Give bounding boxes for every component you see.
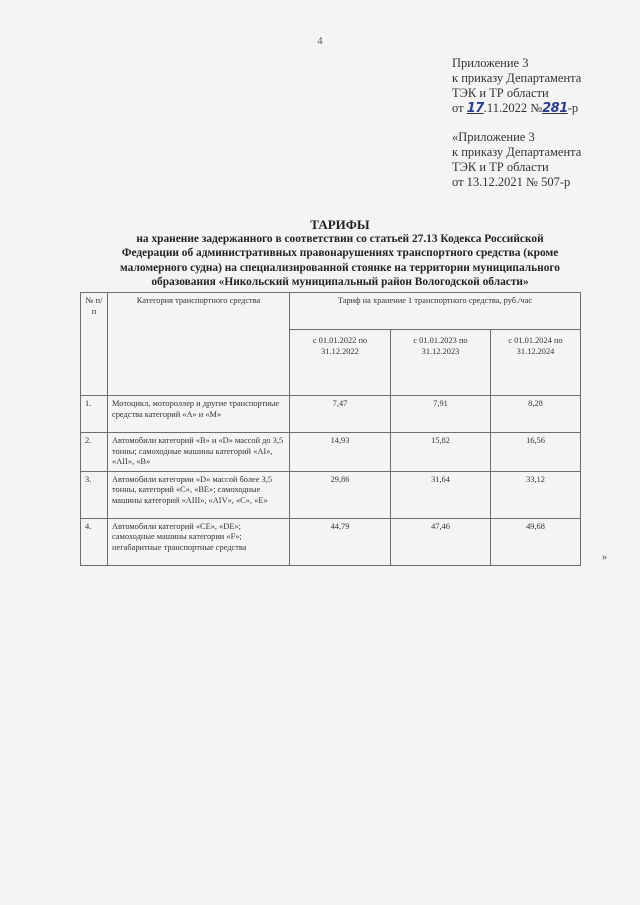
table-row xyxy=(81,471,581,518)
header-period-3: с 01.01.2024 по 31.12.2024 xyxy=(491,330,581,396)
row-tariff-2023: 47,46 xyxy=(391,518,491,565)
appendix-line-3: ТЭК и ТР области xyxy=(452,86,549,100)
closing-quote: » xyxy=(602,552,607,563)
row-tariff-2023: 7,91 xyxy=(391,396,491,433)
header-period-1: с 01.01.2022 по 31.12.2022 xyxy=(290,330,391,396)
header-tariff: Тариф на хранение 1 транспортного средства, руб./час xyxy=(290,293,581,330)
handwritten-order-number: 281 xyxy=(542,101,568,116)
row-tariff-2023: 31,64 xyxy=(391,471,491,518)
date-prefix: от xyxy=(452,101,464,115)
page-number: 4 xyxy=(317,36,323,47)
row-tariff-2022: 44,79 xyxy=(290,518,391,565)
table-row xyxy=(81,518,581,565)
tariff-table xyxy=(80,292,581,566)
table-row xyxy=(81,396,581,433)
table-header-row xyxy=(81,293,581,330)
appendix-header-current xyxy=(452,56,581,116)
table-row xyxy=(81,433,581,472)
row-number: 1. xyxy=(81,396,108,433)
row-tariff-2022: 7,47 xyxy=(290,396,391,433)
appendix-line-2: к приказу Департамента xyxy=(452,71,582,85)
header-category: Категория транспортного средства xyxy=(108,293,290,396)
row-tariff-2024: 49,68 xyxy=(491,518,581,565)
row-category: Автомобили категории «D» массой более 3,5 тонны, категорий «С», «ВЕ»; самоходные машины категорий «АIII», «АIV», «С», «Е» xyxy=(108,471,290,518)
row-category: Автомобили категорий «СЕ», «DE»; самоходные машины категории «F»; негабаритные транспортные средства xyxy=(108,518,290,565)
row-number: 3. xyxy=(81,471,108,518)
row-tariff-2024: 33,12 xyxy=(491,471,581,518)
header-period-2: с 01.01.2023 по 31.12.2023 xyxy=(391,330,491,396)
document-title: ТАРИФЫ xyxy=(310,217,370,232)
header-number: № п/п xyxy=(81,293,108,396)
subtitle-line-1: на хранение задержанного в соответствии со статьей 27.13 Кодекса Российской xyxy=(136,233,544,245)
row-tariff-2022: 29,86 xyxy=(290,471,391,518)
subtitle-line-3: маломерного судна) на специализированной стоянке на территории муниципального xyxy=(120,261,560,274)
prev-appendix-line-3: ТЭК и ТР области xyxy=(452,160,549,174)
subtitle-line-4: образования «Никольский муниципальный район Вологодской области» xyxy=(151,276,529,289)
handwritten-day: 17 xyxy=(466,101,484,116)
appendix-header-previous xyxy=(452,130,581,190)
row-number: 2. xyxy=(81,433,108,472)
row-number: 4. xyxy=(81,518,108,565)
document-title-block xyxy=(90,217,590,290)
row-category: Мотоцикл, мотороллер и другие транспортные средства категорий «А» и «М» xyxy=(108,396,290,433)
row-tariff-2024: 16,56 xyxy=(491,433,581,472)
appendix-date-line xyxy=(452,101,581,116)
appendix-line-1: Приложение 3 xyxy=(452,56,529,70)
order-suffix: -р xyxy=(567,101,579,115)
prev-appendix-line-4: от 13.12.2021 № 507-р xyxy=(452,175,571,189)
row-tariff-2023: 15,82 xyxy=(391,433,491,472)
prev-appendix-line-2: к приказу Департамента xyxy=(452,145,582,159)
row-tariff-2022: 14,93 xyxy=(290,433,391,472)
prev-appendix-line-1: «Приложение 3 xyxy=(452,130,535,144)
row-category: Автомобили категорий «В» и «D» массой до 3,5 тонны; самоходные машины категорий «АI», «АII», «В» xyxy=(108,433,290,472)
subtitle-line-2: Федерации об административных правонарушениях транспортного средства (кроме xyxy=(121,247,559,260)
date-rest: .11.2022 № xyxy=(483,101,543,115)
row-tariff-2024: 8,28 xyxy=(491,396,581,433)
